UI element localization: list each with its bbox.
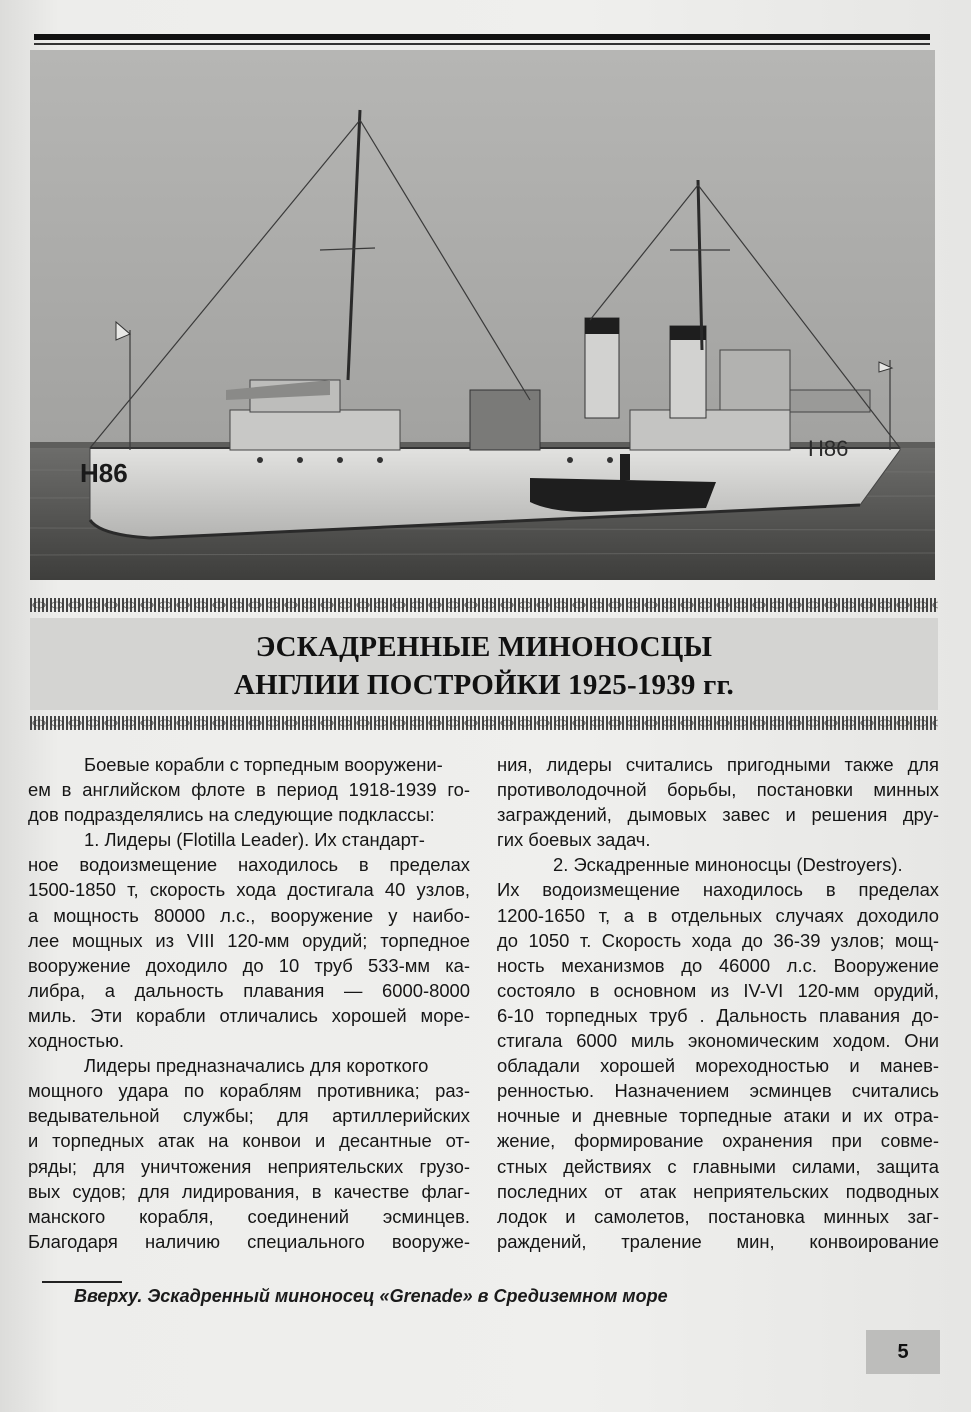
right-line: раждений, траление мин, конвоирование bbox=[497, 1230, 939, 1252]
hull-number-bow: H86 bbox=[80, 458, 128, 488]
left-line: мощного удара по кораблям противника; раз- bbox=[28, 1080, 470, 1102]
left-line: миль. Эти корабли отличались хорошей море- bbox=[28, 1004, 470, 1026]
left-line: вооружение доходило до 10 труб 533-мм ка- bbox=[28, 954, 470, 976]
right-line: ночные и дневные торпедные атаки и их отра- bbox=[497, 1105, 939, 1127]
caption-rule bbox=[42, 1281, 122, 1283]
right-line: 6-10 торпедных труб . Дальность плавания до- bbox=[497, 1004, 939, 1026]
page-number: 5 bbox=[866, 1330, 940, 1374]
heading-line-2: АНГЛИИ ПОСТРОЙКИ 1925-1939 гг. bbox=[233, 669, 735, 701]
right-line: лодок и самолетов, постановка минных заг- bbox=[497, 1205, 939, 1227]
left-line: и торпедных атак на конвои и десантные от- bbox=[28, 1130, 470, 1152]
left-line: 1. Лидеры (Flotilla Leader). Их стандарт- bbox=[84, 829, 425, 851]
right-line: состояло в основном из IV-VI 120-мм орудий, bbox=[497, 979, 939, 1001]
right-line: стигала 6000 миль экономическим ходом. Они bbox=[497, 1030, 939, 1052]
left-line: ное водоизмещение находилось в пределах bbox=[28, 854, 470, 876]
right-line: ренностью. Назначением эсминцев считались bbox=[497, 1080, 939, 1102]
left-line: а мощность 80000 л.с., вооружение у наибо- bbox=[28, 904, 470, 926]
ornamental-chain-top bbox=[30, 598, 938, 612]
right-line: ность механизмов до 46000 л.с. Вооружение bbox=[497, 954, 939, 976]
left-line: ем в английском флоте в период 1918-1939 го- bbox=[28, 779, 470, 801]
heading-band bbox=[30, 618, 938, 710]
right-line: ния, лидеры считались пригодными также для bbox=[497, 754, 939, 775]
left-line: лее мощных из VIII 120-мм орудий; торпедное bbox=[28, 929, 470, 951]
right-line: 1200-1650 т, а в отдельных случаях доходило bbox=[497, 904, 939, 926]
left-line: либра, а дальность плавания — 6000-8000 bbox=[28, 979, 470, 1001]
left-line: ведывательной службы; для артиллерийских bbox=[28, 1105, 470, 1127]
right-line: стных действиях с главными силами, защита bbox=[497, 1155, 939, 1177]
text-column-right bbox=[497, 752, 939, 1254]
right-line: последних от атак неприятельских подводных bbox=[497, 1180, 939, 1202]
photo-caption: Вверху. Эскадренный миноносец «Grenade» в Средиземном море bbox=[74, 1286, 668, 1306]
left-line: Благодаря наличию специального вооруже- bbox=[28, 1230, 470, 1252]
left-line: 1500-1850 т, скорость хода достигала 40 узлов, bbox=[28, 879, 470, 901]
right-line: обладали хорошей мореходностью и манев- bbox=[497, 1055, 939, 1077]
top-rule-thin bbox=[34, 43, 930, 45]
heading-line-1: ЭСКАДРЕННЫЕ МИНОНОСЦЫ bbox=[255, 631, 713, 663]
left-line: Лидеры предназначались для короткого bbox=[84, 1055, 429, 1077]
left-line: дов подразделялись на следующие подклассы: bbox=[28, 804, 435, 826]
text-column-left bbox=[28, 752, 470, 1254]
right-line: до 1050 т. Скорость хода до 36-39 узлов; мощ- bbox=[497, 929, 939, 951]
left-line: манского корабля, соединений эсминцев. bbox=[28, 1205, 470, 1227]
hull-number-stern: H86 bbox=[808, 436, 849, 461]
right-line: 2. Эскадренные миноносцы (Destroyers). bbox=[553, 854, 903, 876]
left-line: ходностью. bbox=[28, 1030, 125, 1052]
left-line: вых судов; для лидирования, в качестве флаг- bbox=[28, 1180, 470, 1202]
right-line: жение, формирование охранения при совме- bbox=[497, 1130, 939, 1152]
right-line: гих боевых задач. bbox=[497, 829, 651, 851]
right-line: Их водоизмещение находилось в пределах bbox=[497, 879, 939, 901]
left-line: ряды; для уничтожения неприятельских грузо- bbox=[28, 1155, 470, 1177]
ornamental-chain-bottom bbox=[30, 716, 938, 730]
destroyer-photo bbox=[30, 50, 935, 580]
destroyer-illustration bbox=[30, 50, 935, 580]
right-line: заграждений, дымовых завес и решения дру- bbox=[497, 804, 939, 826]
top-rule bbox=[34, 34, 930, 40]
right-line: противолодочной борьбы, постановки минных bbox=[497, 779, 939, 801]
left-line: Боевые корабли с торпедным вооружени- bbox=[84, 754, 443, 775]
